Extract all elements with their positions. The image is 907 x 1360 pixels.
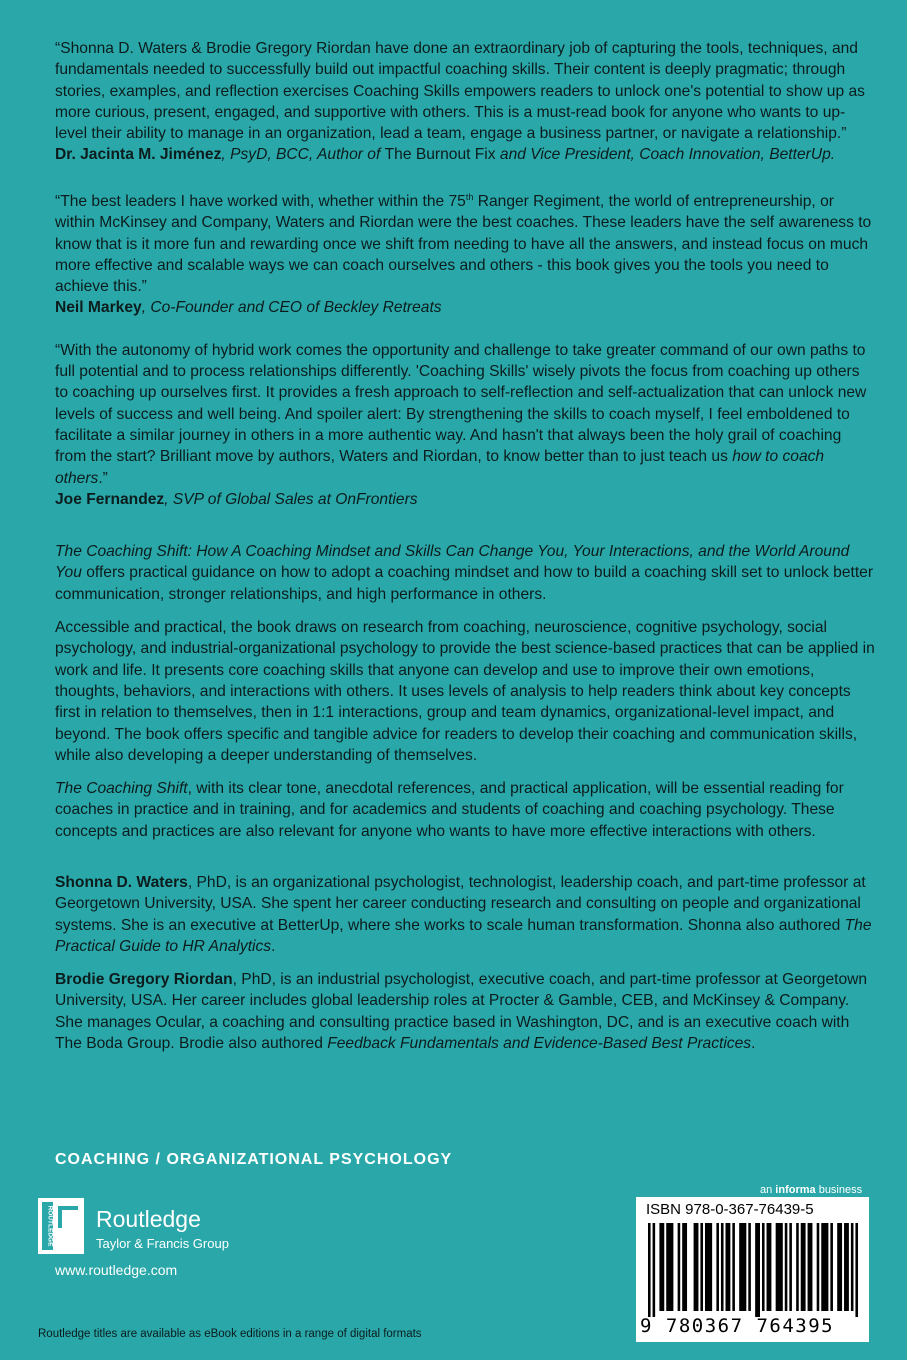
endorsement-attribution (55, 144, 875, 165)
barcode-bar (846, 1223, 849, 1311)
barcode-bar (748, 1223, 751, 1311)
barcode-bar (757, 1223, 760, 1317)
endorser-role: , SVP of Global Sales at OnFrontiers (164, 490, 418, 508)
endorsement-attribution (55, 489, 875, 510)
endorser-book: The Burnout Fix (384, 146, 496, 164)
barcode-bar (824, 1223, 827, 1311)
endorsement-2 (55, 187, 875, 319)
publisher-name: Routledge (96, 1206, 201, 1232)
barcode-bar (694, 1223, 697, 1311)
barcode-bar (762, 1223, 765, 1311)
barcode-bar (808, 1223, 811, 1311)
barcode-bar (767, 1223, 770, 1311)
barcode-bar (726, 1223, 729, 1311)
isbn-label: ISBN 978-0-367-76439-5 (646, 1201, 814, 1218)
barcode-bar (721, 1223, 724, 1311)
barcode-bar (659, 1223, 662, 1311)
barcode-bar (796, 1223, 799, 1311)
barcode-bar (682, 1223, 685, 1311)
barcode-bar (830, 1223, 833, 1311)
book-title: The Coaching Shift (55, 780, 188, 798)
barcode-bar (739, 1223, 742, 1311)
barcode-bar (662, 1223, 665, 1311)
author-bio-2 (55, 969, 875, 1054)
barcode-bar (732, 1223, 735, 1311)
barcode-bar (855, 1223, 858, 1317)
barcode-digits: 9 780367 764395 (640, 1315, 835, 1337)
endorser-role: , PsyD, BCC, Author of (221, 146, 385, 164)
barcode-bar (801, 1223, 804, 1311)
barcode-bar (851, 1223, 854, 1311)
informa-tagline (760, 1184, 862, 1196)
barcode-bar (700, 1223, 703, 1311)
barcode-bar (785, 1223, 788, 1311)
author-bio-text: , PhD, is an industrial psychologist, executive coach, and part-time professor at Georgetown University, USA. Her career includes global leadership roles at Procter & Gamble, CEB, and McKinsey & Company. She manages Ocular, a coaching and consulting practice based in Washington, DC, and is an executive coach with The Boda Group. Brodie also authored (55, 971, 868, 1053)
barcode-bar (653, 1223, 656, 1317)
barcode-bar (780, 1223, 783, 1311)
barcode-bar (741, 1223, 744, 1311)
barcode-bar (705, 1223, 708, 1311)
description-text: , with its clear tone, anecdotal references, and practical application, will be essential reading for coaches in practice and in training, and for academics and students of coaching and coaching psychology. These concepts and practices are also relevant for anyone who wants to have more effective interactions with others. (55, 780, 844, 840)
endorsement-text-part: “The best leaders I have worked with, whether within the 75 (55, 192, 466, 210)
barcode-bar (684, 1223, 687, 1311)
barcode-bar (728, 1223, 731, 1311)
ebook-note: Routledge titles are available as eBook editions in a range of digital formats (38, 1328, 422, 1340)
superscript: th (465, 191, 474, 202)
description-text: offers practical guidance on how to adopt a coaching mindset and how to build a coaching skill set to unlock better communication, stronger relationships, and high performance in others. (55, 564, 874, 603)
informa-post: business (815, 1184, 863, 1196)
endorser-name: Dr. Jacinta M. Jiménez (55, 146, 222, 164)
isbn-barcode-block (636, 1197, 869, 1342)
barcode-bar (778, 1223, 781, 1311)
barcode-bar (821, 1223, 824, 1311)
author-bio-text: , PhD, is an organizational psychologist, technologist, leadership coach, and part-time professor at Georgetown University, USA. She spent her career conducting research and consulting on people and organizational systems. She is an executive at BetterUp, where she works to scale human transformation. Shonna also authored (55, 873, 866, 934)
subject-category: COACHING / ORGANIZATIONAL PSYCHOLOGY (55, 1151, 453, 1168)
publisher-group: Taylor & Francis Group (96, 1236, 229, 1251)
endorser-role-cont: and Vice President, Coach Innovation, BetterUp. (495, 146, 836, 164)
endorsement-text-part: “With the autonomy of hybrid work comes the opportunity and challenge to take greater command of our own paths to full potential and to process relationships differently. 'Coaching Skills' wisely pivots the focus from coaching up others to coaching up ourselves first. It provides a fresh approach to self-reflection and self-actualization that can unlock new levels of success and well being. And spoiler alert: By strengthening the skills to coach myself, I feel emboldened to facilitate a similar journey in others in a more authentic way. And hasn't that always been the holy grail of coaching from the start? Brilliant move by authors, Waters and Riordan, to know better than to just teach us (55, 341, 867, 466)
barcode-bar (707, 1223, 710, 1311)
informa-bold: informa (775, 1184, 816, 1196)
barcode-bar (837, 1223, 840, 1311)
punctuation: . (271, 937, 276, 955)
endorsement-text-part: Ranger Regiment, the world of entrepreneurship, or within McKinsey and Company, Waters and Riordan were the best coaches. These leaders have the self awareness to know that is it more fun and rewarding once we shift from needing to have all the answers, and instead focus on much more effective and scalable ways we can coach ourselves and others - this book gives you the tools you need to achieve this.” (55, 192, 872, 296)
logo-vertical-text: ROUTLEDGE (46, 1205, 54, 1247)
author-name: Shonna D. Waters (55, 873, 188, 891)
author-book: The Practical Guide to HR Analytics (55, 916, 872, 955)
barcode-bar (776, 1223, 779, 1311)
barcode-icon (648, 1223, 860, 1317)
endorsement-text (55, 340, 875, 489)
author-bio-1 (55, 872, 875, 957)
endorser-role: , Co-Founder and CEO of Beckley Retreats (141, 299, 442, 317)
barcode-bar (810, 1223, 813, 1311)
barcode-bar (696, 1223, 699, 1311)
barcode-bar (826, 1223, 829, 1311)
barcode-bar (666, 1223, 669, 1311)
endorser-name: Neil Markey (55, 299, 142, 317)
barcode-bar (744, 1223, 747, 1311)
barcode-bar (844, 1223, 847, 1311)
barcode-bar (817, 1223, 820, 1311)
endorsement-text-italic: how to coach others (55, 448, 825, 487)
description-paragraph-1 (55, 541, 875, 605)
back-cover-text (55, 38, 875, 1066)
informa-pre: an (760, 1184, 776, 1196)
endorsement-attribution (55, 297, 875, 318)
barcode-bar (755, 1223, 758, 1317)
book-title: The Coaching Shift: How A Coaching Mindset and Skills Can Change You, Your Interactions, and the World Around You (55, 543, 850, 582)
endorsement-text-part: .” (98, 469, 108, 487)
endorsement-3 (55, 340, 875, 510)
author-book: Feedback Fundamentals and Evidence-Based Best Practices (327, 1035, 752, 1053)
endorser-name: Joe Fernandez (55, 490, 165, 508)
routledge-logo-icon (38, 1198, 84, 1254)
barcode-bar (789, 1223, 792, 1311)
barcode-bar (669, 1223, 672, 1311)
publisher-website[interactable]: www.routledge.com (55, 1262, 178, 1278)
barcode-bar (678, 1223, 681, 1311)
barcode-bar (671, 1223, 674, 1311)
punctuation: . (751, 1035, 756, 1053)
barcode-bar (803, 1223, 806, 1311)
barcode-bar (710, 1223, 713, 1311)
endorsement-text: “Shonna D. Waters & Brodie Gregory Riordan have done an extraordinary job of capturing the tools, techniques, and fundamentals needed to successfully build out impactful coaching skills. Their content is deeply pragmatic; through stories, examples, and reflection exercises Coaching Skills empowers readers to unlock one's potential to show up as more curious, present, engaged, and supportive with others. This is a must-read book for anyone who wants to up-level their ability to manage in an organization, lead a team, engage a business partner, or navigate a relationship.” (55, 40, 865, 143)
endorsement-text (55, 187, 875, 298)
barcode-bar (648, 1223, 651, 1317)
barcode-bar (769, 1223, 772, 1311)
description-paragraph-2: Accessible and practical, the book draws on research from coaching, neuroscience, cognitive psychology, social psychology, and industrial-organizational psychology to provide the best science-based practices that can be applied in work and life. It presents core coaching skills that anyone can develop and use to improve their own emotions, thoughts, behaviors, and interactions with others. It uses levels of analysis to help readers think about key concepts first in relation to themselves, then in 1:1 interactions, group and team dynamics, organizational-level impact, and beyond. The book offers specific and tangible advice for readers to develop their coaching and communication skills, while also developing a deeper understanding of themselves. (55, 619, 875, 764)
endorsement-1 (55, 38, 875, 166)
barcode-bar (839, 1223, 842, 1311)
barcode-bar (716, 1223, 719, 1311)
author-name: Brodie Gregory Riordan (55, 971, 233, 989)
description-paragraph-3 (55, 778, 875, 842)
